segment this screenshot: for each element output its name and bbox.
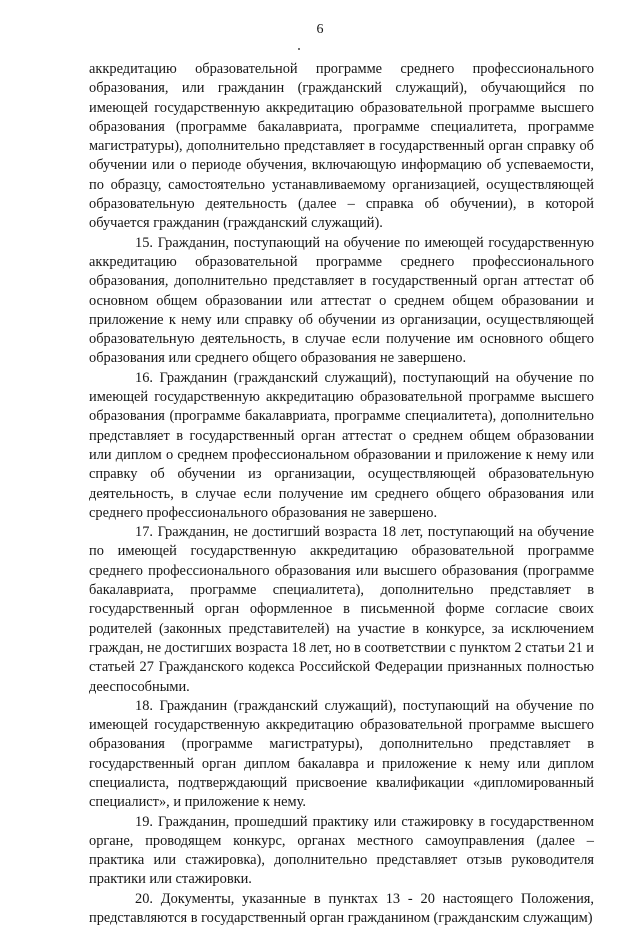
paragraph-continuation: аккредитацию образовательной программе среднего профессионального образования, или гражданин (гражданский служащий), обучающийся по имеющей государственную аккредитацию образовательной программе высшего образования (программе бакалавриата, программе специалитета, программе магистратуры), дополнительно представляет в государственный орган справку об обучении или о периоде обучения, включающую информацию об успеваемости, по образцу, самостоятельно устанавливаемому организацией, осуществляющей образовательную деятельность (далее – справка об обучении), в которой обучается гражданин (гражданский служащий). [89,61,594,232]
paragraph-18: 18. Гражданин (гражданский служащий), поступающий на обучение по имеющей государственную аккредитацию образовательной программе высшего образования (программе магистратуры), дополнительно представляет в государственный орган диплом бакалавра и приложение к нему или диплом специалиста, подтверждающий присвоение квалификации «дипломированный специалист», и приложение к нему. [89,697,594,811]
paragraph-20: 20. Документы, указанные в пунктах 13 - 20 настоящего Положения, представляются в государственный орган гражданином (гражданским служащим) [89,890,594,927]
document-body [89,60,594,928]
paragraph-16: 16. Гражданин (гражданский служащий), поступающий на обучение по имеющей государственную аккредитацию образовательной программе высшего образования (программе бакалавриата, программе специалитета), дополнительно представляет в государственный орган аттестат о среднем общем образовании или диплом о среднем профессиональном образовании и приложение к нему или справку об обучении из организации, осуществляющей образовательную деятельность, в случае если получение им среднего общего образования или среднего профессионального образования не завершено. [89,369,594,521]
page-number: 6 [316,22,324,37]
paragraph-19: 19. Гражданин, прошедший практику или стажировку в государственном органе, проводящем конкурс, органах местного самоуправления (далее – практика или стажировка), дополнительно представляет отзыв руководителя практики или стажировки. [89,813,594,888]
scan-speck [298,48,300,50]
paragraph-15: 15. Гражданин, поступающий на обучение по имеющей государственную аккредитацию образовательной программе среднего профессионального образования, дополнительно представляет в государственный орган аттестат об основном общем образовании или аттестат о среднем общем образовании и приложение к нему или справку об обучении из организации, осуществляющей образовательную деятельность, в случае если получение им основного общего образования или среднего общего образования не завершено. [89,234,594,367]
paragraph-17: 17. Гражданин, не достигший возраста 18 лет, поступающий на обучение по имеющей государственную аккредитацию образовательной программе среднего профессионального образования или высшего образования (программе бакалавриата, программе специалитета), дополнительно представляет в государственный орган оформленное в письменной форме согласие своих родителей (законных представителей) на участие в конкурсе, за исключением граждан, не достигших возраста 18 лет, но в соответствии с пунктом 2 статьи 21 и статьей 27 Гражданского кодекса Российской Федерации признанных полностью дееспособными. [89,524,594,695]
